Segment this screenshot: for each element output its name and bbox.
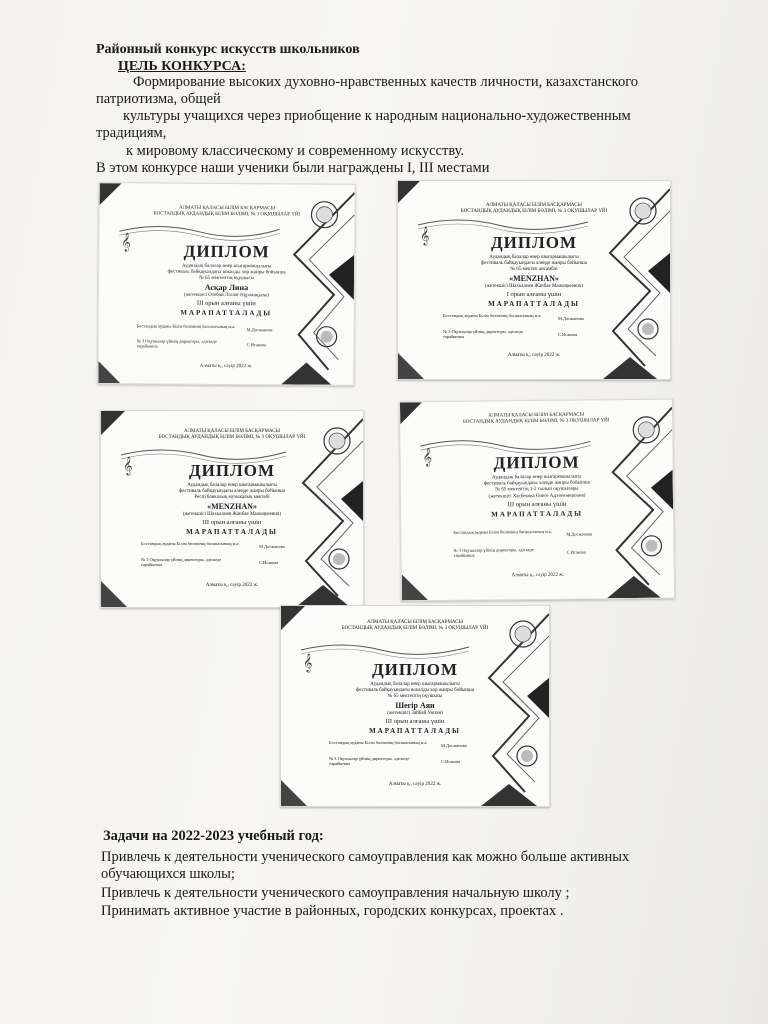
diploma-sign1-role: Бостандық ауданы Білім бөлімінің басшысының м.а. xyxy=(329,740,428,745)
diploma-sign2-role: № 3 Оқушылар үйінің директоры, әдіскеде тарайынша xyxy=(329,756,410,766)
diploma-teacher: (жетекшісі Зайбай Уюзан) xyxy=(387,711,443,716)
diploma-sign1-name: М.Досжанова xyxy=(566,531,593,537)
svg-text:𝄞: 𝄞 xyxy=(123,458,133,475)
diploma-school: № 65 мектептің 1-2 сынып оқушылары xyxy=(495,486,579,493)
diploma-place: III орын алғаны үшін xyxy=(507,500,567,509)
diploma-award: МАРАПАТТАЛАДЫ xyxy=(186,528,278,536)
diploma-award: МАРАПАТТАЛАДЫ xyxy=(488,300,580,308)
diploma-card-2 xyxy=(397,180,671,380)
diploma-place: III орын алғаны үшін xyxy=(202,519,262,526)
task-line-4: Принимать активное участие в районных, городских конкурсах, проектах . xyxy=(101,903,564,919)
tasks-heading: Задачи на 2022-2023 учебный год: xyxy=(103,828,324,844)
diploma-date: Алматы қ., сәуір 2022 ж. xyxy=(511,572,564,579)
diploma-org-1: АЛМАТЫ ҚАЛАСЫ БІЛІМ БАСҚАРМАСЫ xyxy=(488,412,585,419)
diploma-org-1: АЛМАТЫ ҚАЛАСЫ БІЛІМ БАСҚАРМАСЫ xyxy=(179,205,276,212)
diploma-org-1: АЛМАТЫ ҚАЛАСЫ БІЛІМ БАСҚАРМАСЫ xyxy=(486,203,582,208)
diploma-sign2-name: С.Исакова xyxy=(566,549,586,555)
diploma-recipient: «MENZHAN» xyxy=(509,274,559,283)
diploma-sign1-name: М.Досжанова xyxy=(441,743,467,748)
diploma-sign1-role: Бостандық ауданы Білім бөлімінің басшысының м.а. xyxy=(136,323,236,330)
diploma-org-2: БОСТАНДЫҚ АУДАНДЫҚ БІЛІМ БӨЛІМІ, № 3 ОҚУШЫЛАР ҮЙІ xyxy=(462,418,610,425)
diploma-intro-2: фестиваль байқауындағы әлеңде жанры бойынша xyxy=(481,261,587,266)
diploma-award: МАРАПАТТАЛАДЫ xyxy=(369,727,461,735)
svg-text:𝄞: 𝄞 xyxy=(121,234,131,252)
goal-heading: ЦЕЛЬ КОНКУРСА: xyxy=(118,59,246,74)
diploma-date: Алматы қ., сәуір 2022 ж. xyxy=(507,353,561,358)
svg-text:𝄞: 𝄞 xyxy=(303,655,313,672)
diploma-sign2-role: № 3 Оқушылар үйінің директоры, әдіскеде тарайынша xyxy=(443,329,524,339)
diploma-award: МАРАПАТТАЛАДЫ xyxy=(180,308,273,318)
diploma-sign1-role: Бостандық ауданы Білім бөлімінің басшысының м.а. xyxy=(453,528,552,535)
diploma-sign2-role: № 3 Оқушылар үйінің директоры, әдіскеде тарайынша xyxy=(136,338,217,349)
diploma-recipient: Асқар Лина xyxy=(204,282,249,293)
page-title: Районный конкурс искусств школьников xyxy=(96,42,360,57)
diploma-teacher: (жетекшісі Шахкалиев Жанбае Мажоңкеевич) xyxy=(182,512,282,517)
award-line: В этом конкурсе наши ученики были награждены I, III местами xyxy=(96,160,490,176)
diploma-card-3 xyxy=(100,410,364,608)
diploma-school: № 65 мектептің оқушысы xyxy=(199,275,254,282)
diploma-teacher: (жетекшісі Өтебай Ләззат Нұрланқызы) xyxy=(184,292,269,299)
diploma-org-1: АЛМАТЫ ҚАЛАСЫ БІЛІМ БАСҚАРМАСЫ xyxy=(184,429,280,434)
diploma-award: МАРАПАТТАЛАДЫ xyxy=(491,509,584,519)
diploma-org-2: БОСТАНДЫҚ АУДАНДЫҚ БІЛІМ БӨЛІМІ, № 3 ОҚУШЫЛАР ҮЙІ xyxy=(153,211,301,218)
goal-line-2: патриотизма, общей xyxy=(96,91,221,107)
diploma-sign2-name: С.Исакова xyxy=(441,759,461,764)
diploma-intro-2: фестиваль байқауындағы әлеңде жанры бойынша xyxy=(483,480,590,487)
diploma-title: ДИПЛОМ xyxy=(188,461,276,480)
svg-text:𝄞: 𝄞 xyxy=(422,449,433,467)
diploma-recipient: Шегір Аяи xyxy=(395,701,435,710)
task-line-3: Привлечь к деятельности ученического самоуправления начальную школу ; xyxy=(101,885,570,901)
diploma-place: III орын алғаны үшін xyxy=(196,299,256,308)
diploma-date: Алматы қ., сәуір 2022 ж. xyxy=(199,363,253,370)
diploma-org-2: БОСТАНДЫҚ АУДАНДЫҚ БІЛІМ БӨЛІМІ, № 3 ОҚУШЫЛАР ҮЙІ xyxy=(341,626,489,631)
diploma-intro-1: Аудандық балалар өнер шығармашылығы xyxy=(187,483,277,488)
diploma-place: III орын алғаны үшін xyxy=(385,718,445,725)
diploma-sign2-role: № 3 Оқушылар үйінің директоры, әдіскеде тарайынша xyxy=(453,547,534,558)
diploma-date: Алматы қ., сәуір 2022 ж. xyxy=(205,583,259,588)
goal-line-4: традициям, xyxy=(96,125,167,141)
goal-line-1: Формирование высоких духовно-нравственных качеств личности, казахстанского xyxy=(133,74,639,90)
diploma-intro-1: Аудандық балалар өнер шығармашылығы xyxy=(489,255,579,260)
diploma-card-4 xyxy=(399,399,675,602)
task-line-1: Привлечь к деятельности ученического самоуправления как можно больше активных xyxy=(101,849,630,865)
diploma-sign2-name: С.Исакова xyxy=(259,560,279,565)
diploma-org-2: БОСТАНДЫҚ АУДАНДЫҚ БІЛІМ БӨЛІМІ, № 3 ОҚУШЫЛАР ҮЙІ xyxy=(460,209,608,214)
diploma-title: ДИПЛОМ xyxy=(371,660,459,679)
diploma-school: Республикалық музыкалық мектебі xyxy=(194,495,270,500)
diploma-school: № 65 мектеп ансамблі xyxy=(510,267,558,272)
diploma-sign1-role: Бостандық ауданы Білім бөлімінің басшысының м.а. xyxy=(141,541,240,546)
diploma-teacher: (жетекшісі Шахкалиев Жанбае Мажоңкеевич) xyxy=(484,284,584,289)
diploma-org-1: АЛМАТЫ ҚАЛАСЫ БІЛІМ БАСҚАРМАСЫ xyxy=(367,620,463,625)
task-line-2: обучающихся школы; xyxy=(101,866,235,882)
diploma-card-1 xyxy=(97,182,355,386)
diploma-sign2-name: С.Исакова xyxy=(246,342,266,348)
diploma-intro-2: фестиваль байқауындағы вокалды хор жанры бойынша xyxy=(356,688,474,693)
goal-line-5: к мировому классическому и современному искусству. xyxy=(126,143,465,159)
diploma-intro-1: Аудандық балалар өнер шығармашылығы xyxy=(370,682,460,687)
svg-text:𝄞: 𝄞 xyxy=(420,228,430,245)
goal-line-3: культуры учащихся через приобщение к народным национально-художественным xyxy=(123,108,631,124)
diploma-intro-1: Аудандық балалар өнер шығармашылығы xyxy=(181,263,272,270)
diploma-org-2: БОСТАНДЫҚ АУДАНДЫҚ БІЛІМ БӨЛІМІ, № 3 ОҚУШЫЛАР ҮЙІ xyxy=(158,435,306,440)
diploma-place: I орын алғаны үшін xyxy=(506,291,562,298)
diploma-intro-2: фестиваль байқауындағы әлеңде жанры бойынша xyxy=(179,489,285,494)
diploma-sign1-name: М.Досжанова xyxy=(259,544,285,549)
diploma-recipient: «MENZHAN» xyxy=(207,502,257,511)
diploma-intro-1: Аудандық балалар өнер шығармашылығы xyxy=(491,474,582,481)
diploma-intro-2: фестиваль байқауындағы вокалды хор жанры бойынша xyxy=(167,269,286,276)
diploma-date: Алматы қ., сәуір 2022 ж. xyxy=(388,782,442,787)
diploma-school: № 65 мектептің оқушысы xyxy=(387,694,443,699)
diploma-sign1-name: М.Досжанова xyxy=(558,316,584,321)
diploma-title: ДИПЛОМ xyxy=(183,241,270,262)
diploma-teacher: (жетекшісі Хасбекова Өлеге Адэлеюиеровна) xyxy=(488,493,586,500)
diploma-sign2-role: № 3 Оқушылар үйінің директоры, әдіскеде тарайынша xyxy=(141,557,222,567)
diploma-title: ДИПЛОМ xyxy=(490,233,578,252)
diploma-sign1-name: М.Досжанова xyxy=(246,327,273,333)
diploma-sign1-role: Бостандық ауданы Білім бөлімінің басшысының м.а. xyxy=(443,313,542,318)
diploma-card-5 xyxy=(280,605,550,807)
diploma-sign2-name: С.Исакова xyxy=(558,332,578,337)
diploma-title: ДИПЛОМ xyxy=(493,452,580,473)
